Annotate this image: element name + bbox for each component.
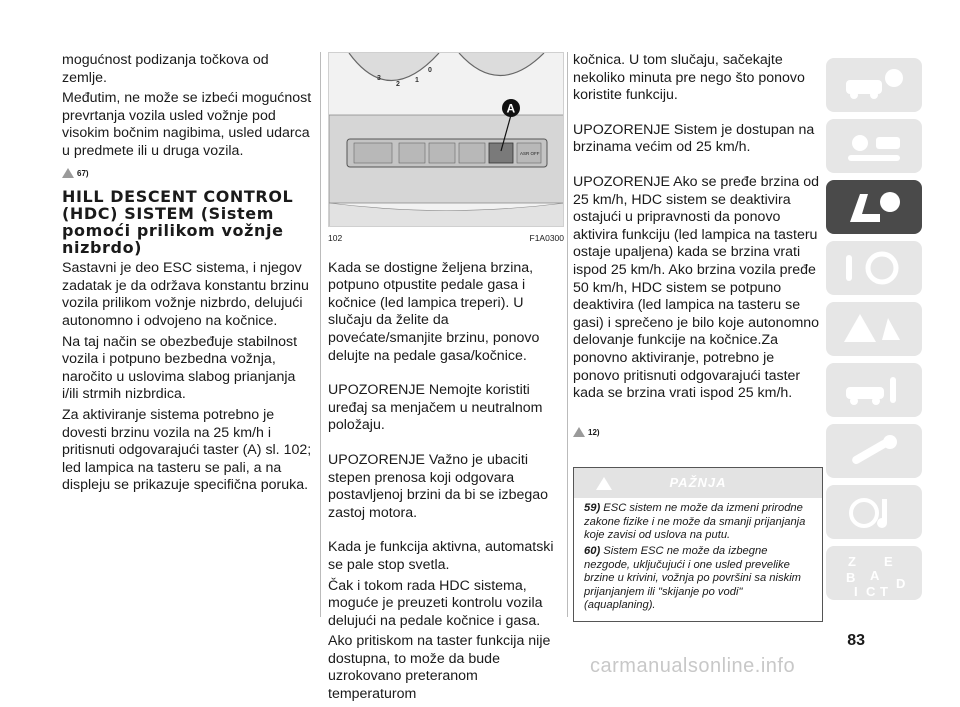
warning-triangle-icon: [596, 477, 612, 490]
paragraph: Kada je funkcija aktivna, automatski se pale stop svetla.: [328, 539, 554, 573]
dashboard-lights-icon: [840, 125, 910, 167]
tab-multimedia[interactable]: [826, 485, 922, 539]
paragraph: UPOZORENJE Sistem je dostupan na brzinama većim od 25 km/h.: [573, 121, 815, 156]
figure-marker: A: [506, 101, 516, 116]
index-letter: Z: [848, 554, 856, 569]
column-divider: [567, 52, 568, 617]
tab-steering-wheel[interactable]: [826, 241, 922, 295]
warning-box-body: [574, 498, 822, 621]
paragraph: Međutim, ne može se izbeći mogućnost prevrtanja vozila usled vožnje pod visokim bočnim nagibima, usled udarca u predmete ili u druga vozila.: [62, 90, 312, 159]
dial-number: 0: [428, 67, 432, 74]
warning-item: [584, 502, 814, 543]
tab-car-info[interactable]: [826, 58, 922, 112]
warning-item-text: Sistem ESC ne može da izbegne nezgode, uključujući i one usled prevelike brzine u krivini, vožnja po površini sa niskim prijanjanjem ili "skijanje po vodi" (aquaplaning).: [584, 545, 801, 612]
paragraph: UPOZORENJE Nemojte koristiti uređaj sa menjačem u neutralnom položaju.: [328, 382, 543, 434]
index-letter: C: [866, 584, 876, 598]
car-info-icon: [840, 64, 910, 106]
dial-number: 1: [415, 77, 419, 84]
warning-box-header: [574, 468, 822, 498]
dial-number: 3: [377, 75, 381, 82]
paragraph: UPOZORENJE Ako se pređe brzina od 25 km/h, HDC sistem se deaktivira ostajući u pripravnosti da ponovo aktivira funkciju (led lampica na tasteru ostaje upaljena) kada se brzina vrati ispod 25 km/h. Ako brzina vozila pređe 50 km/h, HDC sistem se potpuno deaktivira (led lampica na tasteru se gasi) i sprečeno je bilo koje autonomno delovanje funkcije na kočnice.Za ponovno aktiviranje, potrebno je ponovo pritisnuti odgovarajući taster kada se brzina vrati ispod 25 km/h.: [573, 173, 820, 402]
warning-item-number: 59): [584, 502, 601, 515]
tab-seat-airbag[interactable]: [826, 180, 922, 234]
index-letter: I: [854, 584, 858, 598]
text-column-2: [328, 52, 564, 707]
warning-triangle-icon: [840, 308, 910, 350]
tab-warning[interactable]: [826, 302, 922, 356]
paragraph: UPOZORENJE Važno je ubaciti stepen prenosa koji odgovara postavljenoj brzini da bi se izbegao zastoj motora.: [328, 451, 549, 521]
seat-airbag-icon: [840, 186, 910, 228]
column-divider: [320, 52, 321, 617]
text-column-1: [62, 52, 312, 498]
index-letter: D: [896, 576, 906, 591]
warning-reference-number: 67): [77, 168, 89, 178]
index-letter: T: [880, 584, 888, 598]
warning-item-number: 60): [584, 545, 601, 558]
tools-car-icon: [840, 369, 910, 411]
paragraph: Čak i tokom rada HDC sistema, moguće je preuzeti kontrolu vozila delujući na pedale kočnice i gasa.: [328, 577, 543, 629]
index-letter: B: [846, 570, 856, 585]
warning-reference-number: 12): [588, 427, 600, 437]
paragraph: Za aktiviranje sistema potrebno je dovesti brzinu vozila na 25 km/h i pritisnuti odgovarajući taster (A) sl. 102; led lampica na tasteru se pali, a na displeju se prikazuje specifična poruka.: [62, 406, 312, 494]
multimedia-icon: [840, 491, 910, 533]
figure-102: [328, 52, 564, 227]
tab-dashboard-lights[interactable]: [826, 119, 922, 173]
index-letter: E: [884, 554, 893, 569]
tab-alphabet-index[interactable]: [826, 546, 922, 600]
warning-box: [573, 467, 823, 622]
warning-triangle-icon: [62, 168, 74, 178]
warning-item-text: ESC sistem ne može da izmeni prirodne zakone fizike i ne može da smanji prijanjanja koje zavisi od uslova na putu.: [584, 502, 806, 542]
section-heading: HILL DESCENT CONTROL (HDC) SISTEM (Sistem pomoći prilikom vožnje nizbrdo): [62, 187, 294, 258]
dashboard-switch-panel-illustration: [329, 53, 564, 227]
button-label: ASR OFF: [520, 151, 540, 156]
paragraph: kočnica. U tom slučaju, sačekajte nekoliko minuta pre nego što ponovo koristite funkciju.: [573, 52, 805, 104]
warning-reference: [573, 424, 823, 442]
text-column-3: [573, 52, 823, 622]
page-number: 83: [847, 632, 865, 649]
watermark: carmanualsonline.info: [590, 655, 796, 677]
warning-item: [584, 545, 814, 613]
warning-reference: [62, 165, 312, 183]
index-letter: A: [870, 568, 880, 583]
figure-caption: [328, 230, 564, 248]
paragraph: Ako pritiskom na taster funkcija nije dostupna, to može da bude uzrokovano preteranom temperaturom: [328, 633, 551, 703]
tab-tools-car[interactable]: [826, 363, 922, 417]
steering-wheel-icon: [840, 247, 910, 289]
paragraph: Kada se dostigne željena brzina, potpuno otpustite pedale gasa i kočnice (led lampica treperi). U slučaju da želite da povećate/smanjite brzinu, ponovo delujte na pedale gasa/kočnice.: [328, 259, 540, 364]
wrench-icon: [840, 430, 910, 472]
alphabet-index-icon: [840, 552, 920, 598]
warning-box-title: PAŽNJA: [669, 475, 727, 491]
figure-number: 102: [328, 233, 343, 243]
warning-triangle-icon: [573, 427, 585, 437]
dial-number: 2: [396, 81, 400, 88]
paragraph: Sastavni je deo ESC sistema, i njegov zadatak je da održava konstantu brzinu vozila prilikom vožnje nizbrdo, delujući autonomno i odvojeno na kočnice.: [62, 260, 309, 329]
section-tabs-sidebar: [826, 58, 922, 607]
figure-code: F1A0300: [529, 233, 564, 243]
tab-wrench[interactable]: [826, 424, 922, 478]
paragraph: Na taj način se obezbeđuje stabilnost vozila i potpuno bezbedna vožnja, naročito u uslovima slabog prianjanja i/ili strmih nizbrdica.: [62, 333, 298, 403]
paragraph: mogućnost podizanja točkova od zemlje.: [62, 52, 269, 86]
